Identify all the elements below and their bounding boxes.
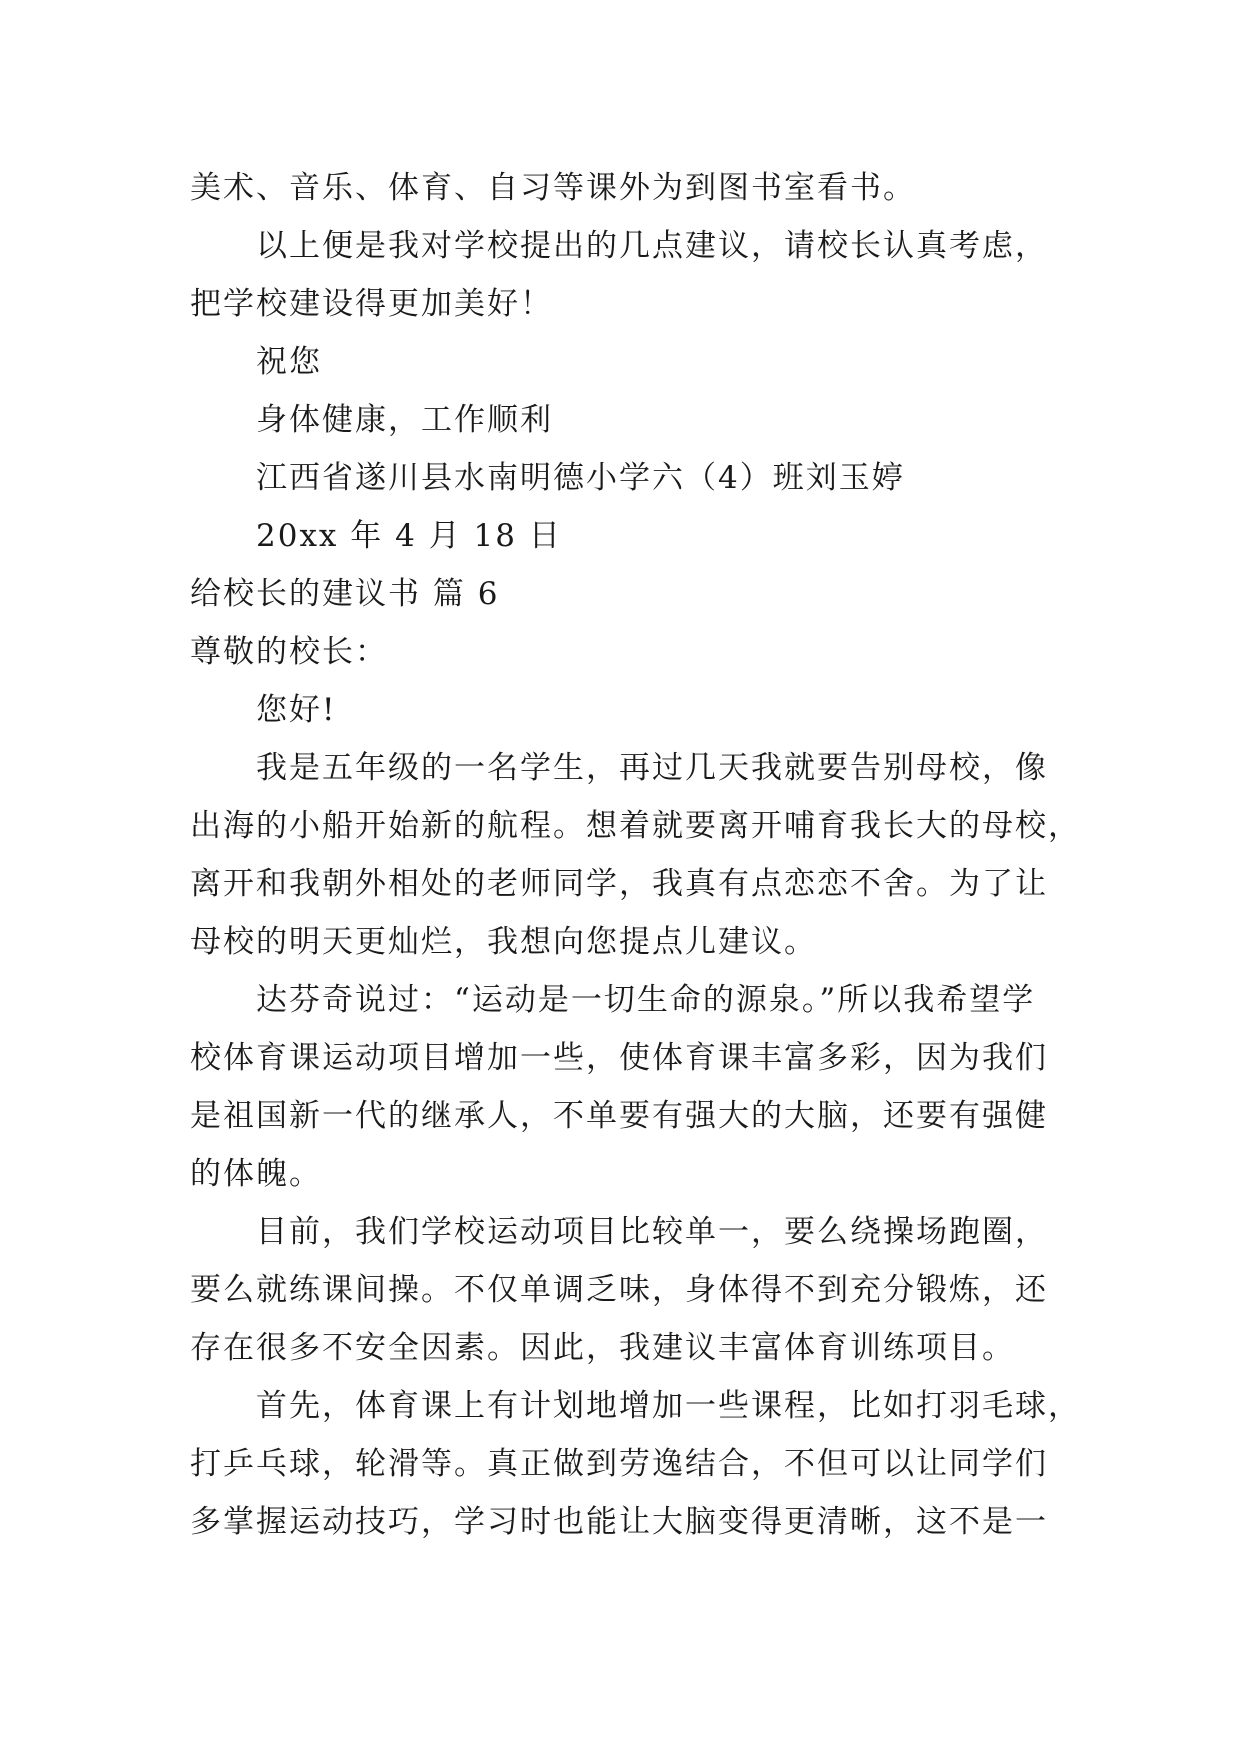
body-text-line: 达芬奇说过：“运动是一切生命的源泉。”所以我希望学 <box>256 982 1036 1018</box>
section-heading: 给校长的建议书 篇 6 <box>190 576 500 612</box>
body-text-line: 是祖国新一代的继承人，不单要有强大的大脑，还要有强健 <box>190 1098 1048 1134</box>
closing-wish: 身体健康，工作顺利 <box>256 402 553 438</box>
closing-salutation: 祝您 <box>256 344 322 380</box>
greeting-hello: 您好! <box>256 692 337 728</box>
body-text-line: 首先，体育课上有计划地增加一些课程，比如打羽毛球， <box>256 1388 1081 1424</box>
body-text-line: 校体育课运动项目增加一些，使体育课丰富多彩，因为我们 <box>190 1040 1048 1076</box>
body-text-line: 以上便是我对学校提出的几点建议，请校长认真考虑， <box>256 228 1048 264</box>
body-text-line: 打乒乓球，轮滑等。真正做到劳逸结合，不但可以让同学们 <box>190 1446 1048 1482</box>
date-line: 20xx 年 4 月 18 日 <box>256 518 562 554</box>
body-text-line: 母校的明天更灿烂，我想向您提点儿建议。 <box>190 924 817 960</box>
body-text-line: 我是五年级的一名学生，再过几天我就要告别母校，像 <box>256 750 1048 786</box>
body-text-line: 要么就练课间操。不仅单调乏味，身体得不到充分锻炼，还 <box>190 1272 1048 1308</box>
body-text-line: 出海的小船开始新的航程。想着就要离开哺育我长大的母校， <box>190 808 1081 844</box>
body-text-line: 目前，我们学校运动项目比较单一，要么绕操场跑圈， <box>256 1214 1048 1250</box>
body-text-line: 存在很多不安全因素。因此，我建议丰富体育训练项目。 <box>190 1330 1015 1366</box>
greeting: 尊敬的校长： <box>190 634 388 670</box>
body-text-line: 离开和我朝外相处的老师同学，我真有点恋恋不舍。为了让 <box>190 866 1048 902</box>
signature: 江西省遂川县水南明德小学六（4）班刘玉婷 <box>256 460 905 496</box>
body-text-line: 美术、音乐、体育、自习等课外为到图书室看书。 <box>190 170 916 206</box>
body-text-line: 的体魄。 <box>190 1156 322 1192</box>
body-text-line: 把学校建设得更加美好！ <box>190 286 553 322</box>
body-text-line: 多掌握运动技巧，学习时也能让大脑变得更清晰，这不是一 <box>190 1504 1048 1540</box>
